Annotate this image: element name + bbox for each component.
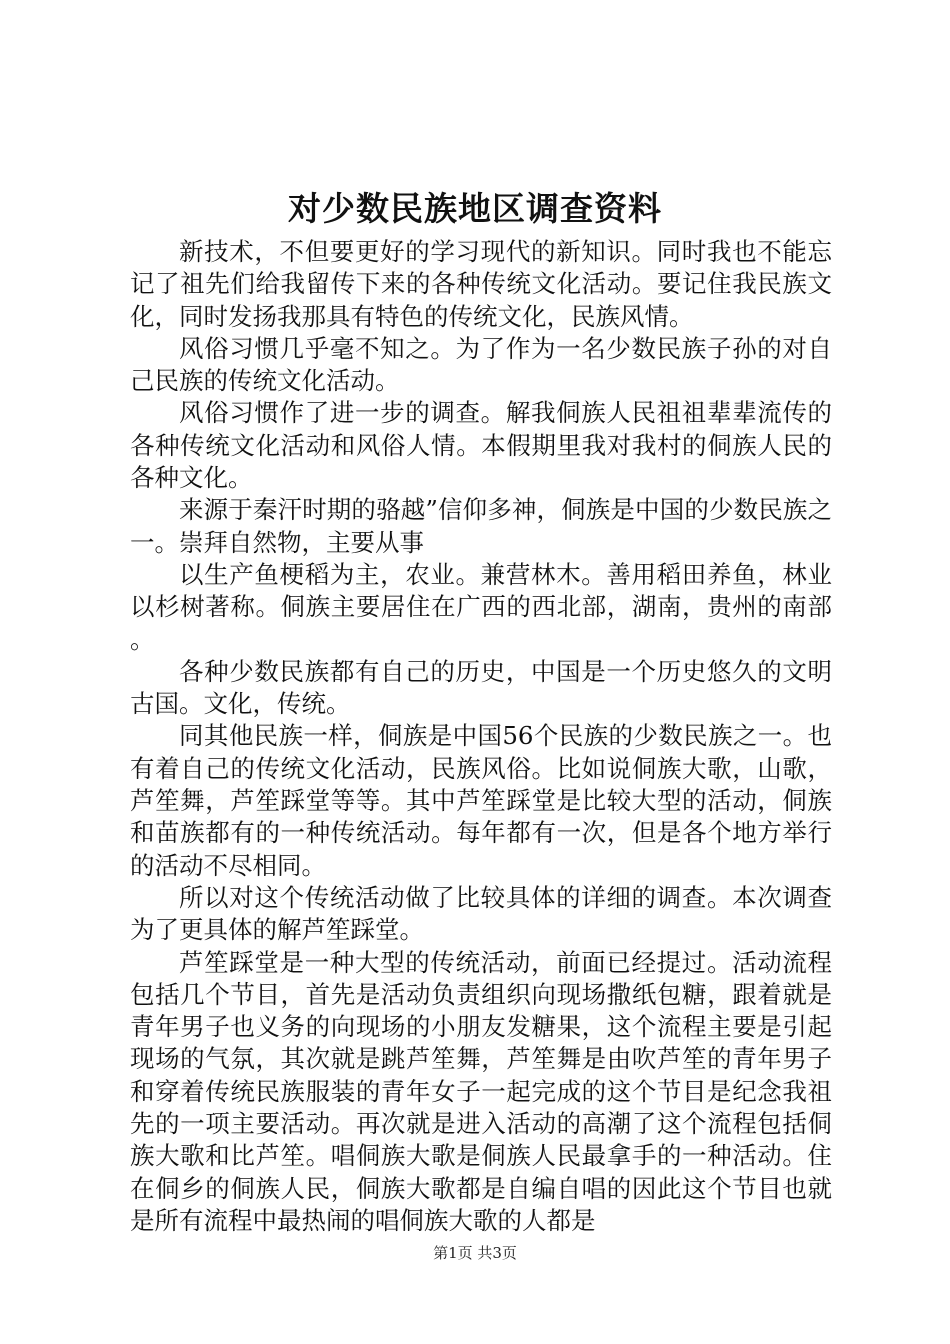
document-body: [130, 236, 832, 1237]
document-title: 对少数民族地区调查资料: [288, 189, 662, 228]
paragraph: 同其他民族一样，侗族是中国56个民族的少数民族之一。也有着自己的传统文化活动，民族风俗。比如说侗族大歌，山歌，芦笙舞，芦笙踩堂等等。其中芦笙踩堂是比较大型的活动，侗族和苗族都有的一种传统活动。每年都有一次，但是各个地方举行的活动不尽相同。: [130, 721, 832, 880]
paragraph: 风俗习惯作了进一步的调查。解我侗族人民祖祖辈辈流传的各种传统文化活动和风俗人情。本假期里我对我村的侗族人民的各种文化。: [130, 398, 832, 493]
paragraph: 芦笙踩堂是一种大型的传统活动，前面已经提过。活动流程包括几个节目，首先是活动负责组织向现场撒纸包糖，跟着就是青年男子也义务的向现场的小朋友发糖果，这个流程主要是引起现场的气氛，其次就是跳芦笙舞，芦笙舞是由吹芦笙的青年男子和穿着传统民族服装的青年女子一起完成的这个节目是纪念我祖先的一项主要活动。再次就是进入活动的高潮了这个流程包括侗族大歌和比芦笙。唱侗族大歌是侗族人民最拿手的一种活动。住在侗乡的侗族人民，侗族大歌都是自编自唱的因此这个节目也就是所有流程中最热闹的唱侗族大歌的人都是: [130, 947, 832, 1235]
paragraph: 来源于秦汗时期的骆越”信仰多神，侗族是中国的少数民族之一。崇拜自然物，主要从事: [130, 495, 832, 557]
paragraph: 所以对这个传统活动做了比较具体的详细的调查。本次调查为了更具体的解芦笙踩堂。: [130, 882, 832, 945]
paragraph: 新技术，不但要更好的学习现代的新知识。同时我也不能忘记了祖先们给我留传下来的各种传统文化活动。要记住我民族文化，同时发扬我那具有特色的传统文化，民族风情。: [130, 237, 832, 331]
paragraph: 各种少数民族都有自己的历史，中国是一个历史悠久的文明古国。文化，传统。: [130, 656, 832, 719]
page-footer: 第1页 共3页: [433, 1244, 517, 1262]
paragraph: 风俗习惯几乎毫不知之。为了作为一名少数民族子孙的对自己民族的传统文化活动。: [130, 333, 832, 396]
paragraph: 以生产鱼梗稻为主，农业。兼营林木。善用稻田养鱼，林业以杉树著称。侗族主要居住在广西的西北部，湖南，贵州的南部。: [130, 559, 832, 654]
